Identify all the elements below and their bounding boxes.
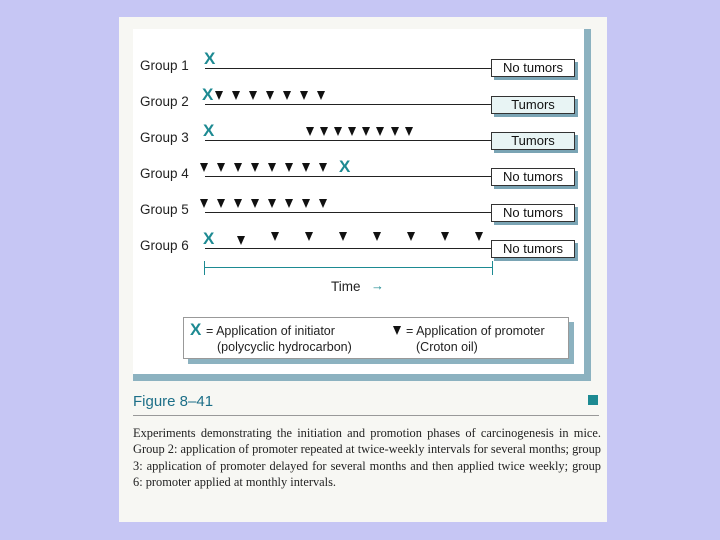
legend [183,317,569,359]
figure-label: Figure 8–41 [133,393,214,410]
group-5-promoter-mark [200,199,208,208]
initiator-legend-symbol: X [190,320,202,339]
group-4-promoter-mark [302,163,310,172]
group-6-promoter-mark [305,232,313,241]
group-6-promoter-mark [237,236,245,245]
group-6-initiator-mark: X [203,229,215,248]
group-5-promoter-mark [251,199,259,208]
group-4-timeline [205,176,491,177]
group-2-result: Tumors [491,96,575,114]
group-5-promoter-mark [319,199,327,208]
group-3-promoter-mark [306,127,314,136]
initiator-legend-subtext: (polycyclic hydrocarbon) [217,340,352,354]
group-4-promoter-mark [285,163,293,172]
group-3-promoter-mark [391,127,399,136]
figure-marker [588,395,598,405]
group-4-promoter-mark [319,163,327,172]
group-6-promoter-mark [339,232,347,241]
group-6-promoter-mark [441,232,449,241]
initiator-legend-text: = Application of initiator [206,324,335,338]
group-2-promoter-mark [283,91,291,100]
group-4-promoter-mark [217,163,225,172]
time-axis-start-tick [204,261,205,275]
promoter-legend-text: = Application of promoter [406,324,545,338]
group-1-initiator-mark: X [204,49,216,68]
group-2-promoter-mark [266,91,274,100]
group-3-promoter-mark [320,127,328,136]
time-axis-end-tick [492,261,493,275]
group-3-result: Tumors [491,132,575,150]
time-axis-line [204,267,493,268]
group-5-promoter-mark [268,199,276,208]
group-5-promoter-mark [302,199,310,208]
group-4-promoter-mark [268,163,276,172]
group-5-promoter-mark [234,199,242,208]
time-label: Time [331,279,361,294]
experiment-diagram [133,29,591,381]
group-3-promoter-mark [362,127,370,136]
group-2-promoter-mark [215,91,223,100]
group-3-timeline [205,140,491,141]
group-6-promoter-mark [373,232,381,241]
group-3-promoter-mark [334,127,342,136]
group-6-label: Group 6 [140,238,189,253]
group-3-promoter-mark [405,127,413,136]
figure-card [119,17,607,522]
group-2-promoter-mark [249,91,257,100]
group-4-result: No tumors [491,168,575,186]
group-4-promoter-mark [251,163,259,172]
group-3-label: Group 3 [140,130,189,145]
promoter-legend-subtext: (Croton oil) [416,340,478,354]
group-4-label: Group 4 [140,166,189,181]
group-6-promoter-mark [407,232,415,241]
group-5-promoter-mark [285,199,293,208]
group-1-timeline [205,68,491,69]
group-4-initiator-mark: X [339,157,351,176]
group-6-timeline [205,248,491,249]
group-2-initiator-mark: X [202,85,214,104]
group-3-promoter-mark [348,127,356,136]
divider [133,415,599,416]
promoter-legend-symbol [393,326,401,335]
group-5-result: No tumors [491,204,575,222]
group-2-label: Group 2 [140,94,189,109]
group-2-promoter-mark [300,91,308,100]
group-6-promoter-mark [475,232,483,241]
group-2-timeline [205,104,491,105]
time-axis [204,261,493,275]
group-4-promoter-mark [200,163,208,172]
group-2-promoter-mark [232,91,240,100]
group-2-promoter-mark [317,91,325,100]
arrow-right-icon: → [371,278,384,293]
group-6-result: No tumors [491,240,575,258]
group-3-initiator-mark: X [203,121,215,140]
group-4-promoter-mark [234,163,242,172]
figure-caption: Experiments demonstrating the initiation and promotion phases of carcinogenesis in mice. Group 2: application of promoter repeated at twice-weekly intervals for several months; group 3: application of promoter delayed for several months and then applied twice weekly; group 6: promoter applied at monthly intervals. [133,426,601,489]
group-5-promoter-mark [217,199,225,208]
group-1-label: Group 1 [140,58,189,73]
group-6-promoter-mark [271,232,279,241]
group-5-timeline [205,212,491,213]
group-1-result: No tumors [491,59,575,77]
group-5-label: Group 5 [140,202,189,217]
group-3-promoter-mark [376,127,384,136]
